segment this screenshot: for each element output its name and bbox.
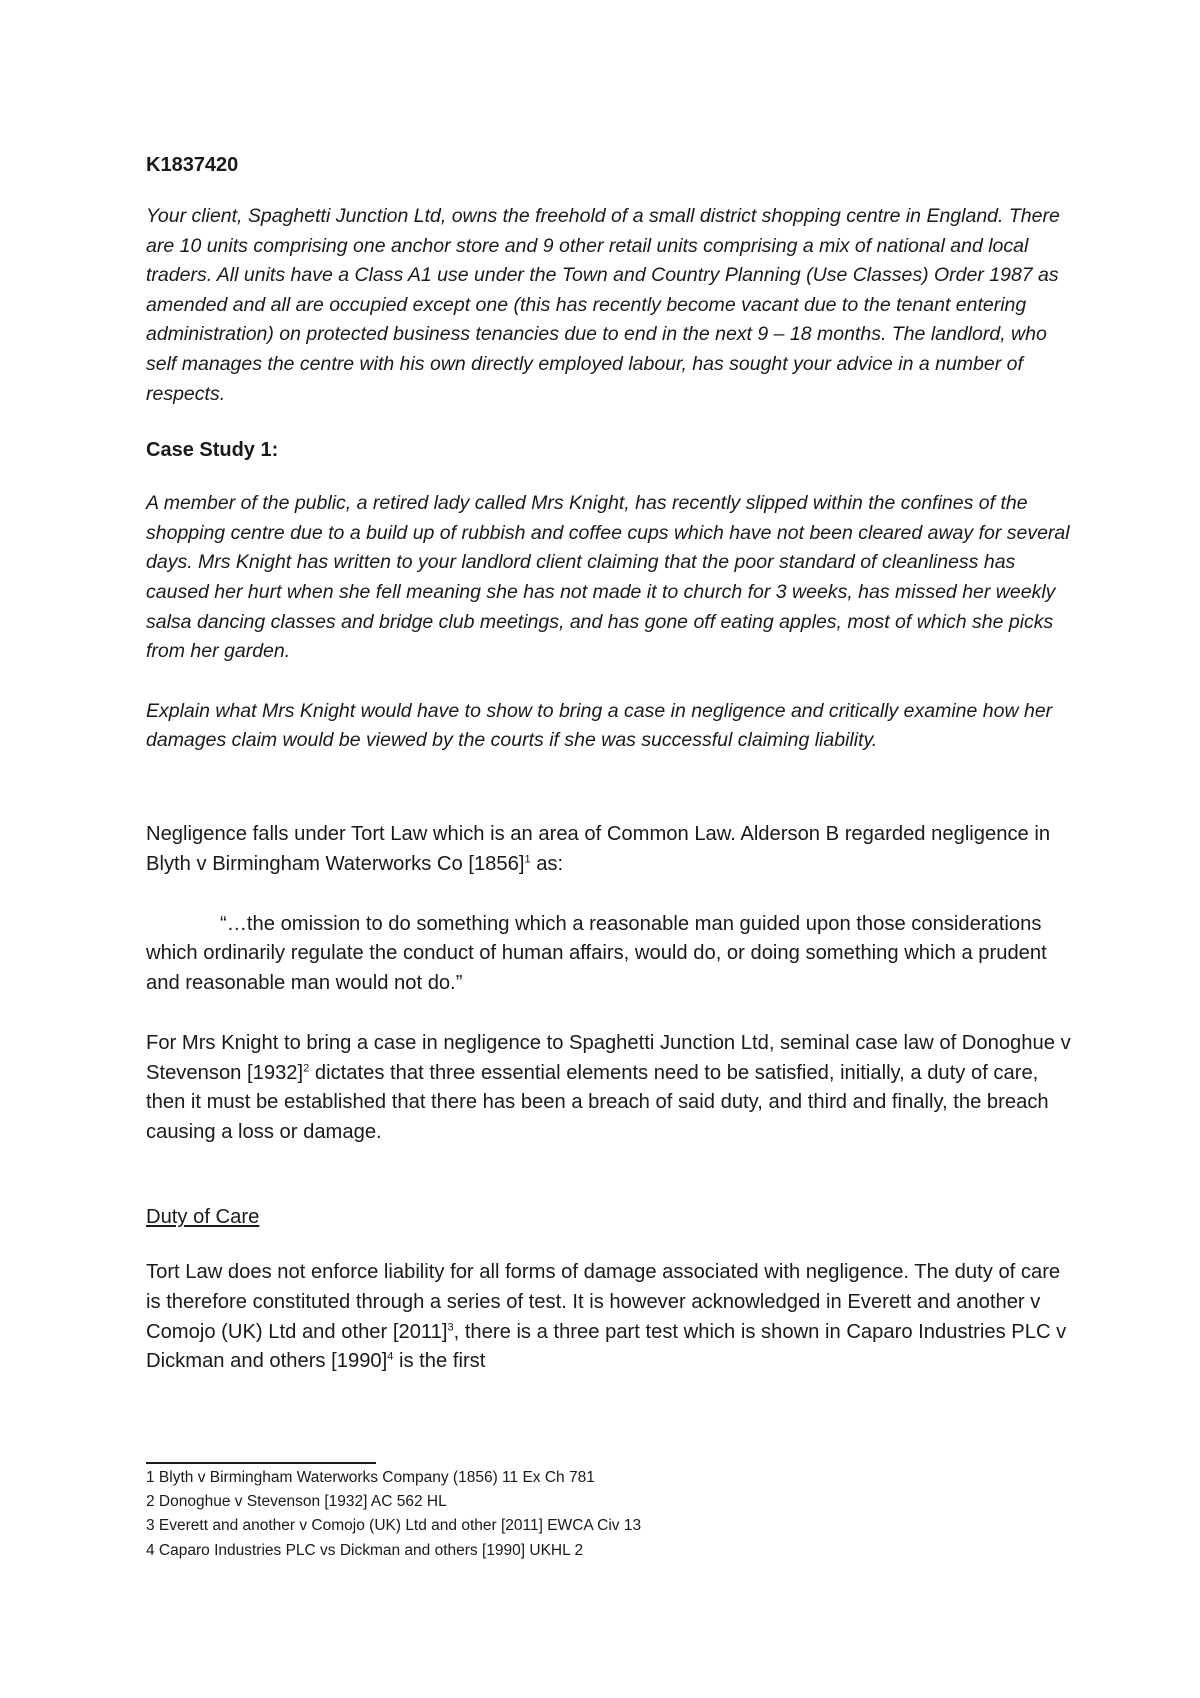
footnote-separator [146, 1462, 376, 1464]
student-id: K1837420 [146, 154, 239, 176]
duty-of-care-heading: Duty of Care [146, 1206, 260, 1229]
document-body [146, 150, 1076, 1377]
paragraph-text: For Mrs Knight to bring a case in negligence to Spaghetti Junction Ltd, seminal case law of Donoghue v Stevenson [1932] [146, 1031, 1071, 1084]
case-facts-paragraph: A member of the public, a retired lady called Mrs Knight, has recently slipped within the confines of the shopping centre due to a build up of rubbish and coffee cups which have not been cleared away for several days. Mrs Knight has written to your landlord client claiming that the poor standard of cleanliness has caused her hurt when she fell meaning she has not made it to church for 3 weeks, has missed her weekly salsa dancing classes and bridge club meetings, and has gone off eating apples, most of which she picks from her garden. [146, 492, 1070, 663]
brief-intro-paragraph: Your client, Spaghetti Junction Ltd, owns the freehold of a small district shopping centre in England. There are 10 units comprising one anchor store and 9 other retail units comprising a mix of national and local traders. All units have a Class A1 use under the Town and Country Planning (Use Classes) Order 1987 as amended and all are occupied except one (this has recently become vacant due to the tenant entering administration) on protected business tenancies due to end in the next 9 – 18 months. The landlord, who self manages the centre with his own directly employed labour, has sought your advice in a number of respects. [146, 205, 1060, 405]
case-study-heading: Case Study 1: [146, 439, 279, 462]
negligence-intro-paragraph [146, 820, 1076, 880]
paragraph-text: Negligence falls under Tort Law which is an area of Common Law. Alderson B regarded negligence in Blyth v Birmingham Waterworks Co [1856] [146, 822, 1051, 875]
paragraph-text: Tort Law does not enforce liability for all forms of damage associated with negligence. The duty of care is therefore constituted through a series of test. It is however acknowledged in Everett and another v Comojo (UK) Ltd and other [2011] [146, 1261, 1061, 1343]
footnote-ref[interactable]: 2 [303, 1061, 310, 1074]
footnotes-list [146, 1466, 1046, 1563]
blyth-quote: “…the omission to do something which a reasonable man guided upon those considerations which ordinarily regulate the conduct of human affairs, would do, or doing something which a prudent and reasonable man would not do.” [146, 912, 1047, 995]
footnote-ref[interactable]: 3 [447, 1320, 454, 1333]
paragraph-text: dictates that three essential elements need to be satisfied, initially, a duty of care, then it must be established that there has been a breach of said duty, and third and finally, the breach causing a loss or damage. [146, 1061, 1049, 1144]
footnote-ref[interactable]: 4 [387, 1350, 394, 1363]
footnote-item: 4 Caparo Industries PLC vs Dickman and others [1990] UKHL 2 [146, 1541, 584, 1559]
footnote-ref[interactable]: 1 [524, 852, 531, 865]
footnote-item: 1 Blyth v Birmingham Waterworks Company (1856) 11 Ex Ch 781 [146, 1469, 595, 1486]
paragraph-text: is the first [393, 1350, 486, 1373]
paragraph-text: as: [530, 852, 564, 875]
footnote-item: 2 Donoghue v Stevenson [1932] AC 562 HL [146, 1493, 447, 1511]
paragraph-text: , there is a three part test which is shown in Caparo Industries PLC v Dickman and others [1990] [146, 1320, 1067, 1373]
duty-of-care-paragraph [146, 1258, 1076, 1377]
footnote-item: 3 Everett and another v Comojo (UK) Ltd and other [2011] EWCA Civ 13 [146, 1517, 642, 1535]
donoghue-paragraph [146, 1029, 1076, 1148]
case-question-paragraph: Explain what Mrs Knight would have to show to bring a case in negligence and critically examine how her damages claim would be viewed by the courts if she was successful claiming liability. [146, 699, 1053, 752]
